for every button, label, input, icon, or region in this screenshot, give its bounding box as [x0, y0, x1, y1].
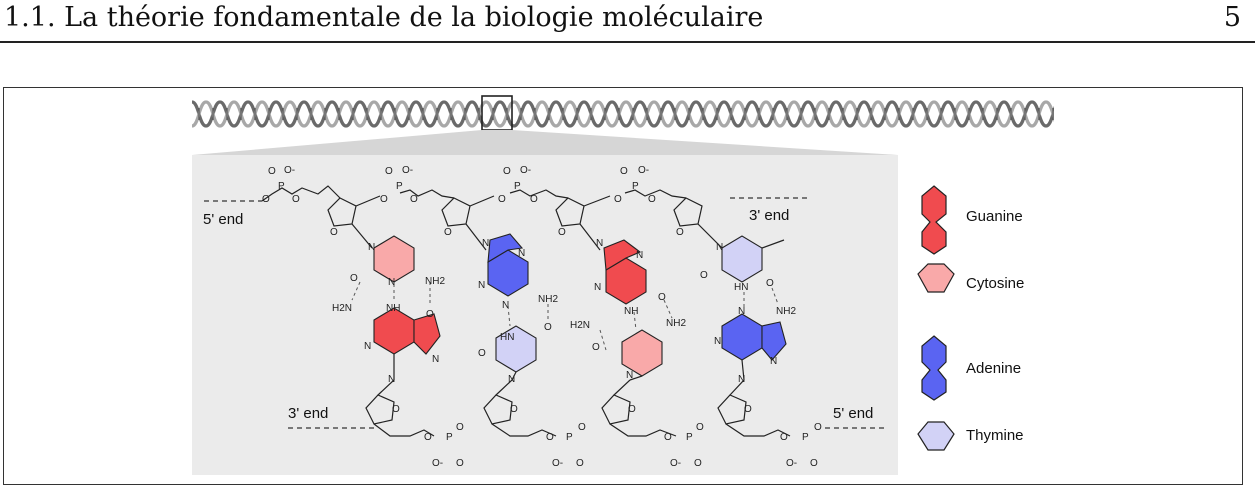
svg-text:O: O — [410, 194, 418, 205]
svg-text:O: O — [664, 432, 672, 443]
svg-text:P: P — [396, 181, 403, 192]
svg-text:O: O — [456, 422, 464, 433]
adenine-legend-icon — [922, 336, 946, 400]
svg-text:H2N: H2N — [570, 320, 591, 331]
svg-text:O: O — [694, 458, 702, 469]
svg-text:O: O — [268, 166, 276, 177]
svg-text:N: N — [432, 354, 440, 365]
svg-text:NH2: NH2 — [425, 276, 446, 287]
svg-text:N: N — [482, 238, 490, 249]
svg-text:N: N — [738, 306, 746, 317]
top-right-end-label: 3' end — [749, 207, 790, 224]
svg-text:P: P — [514, 181, 521, 192]
svg-text:O-: O- — [402, 165, 414, 176]
svg-text:P: P — [278, 181, 285, 192]
svg-text:N: N — [596, 238, 604, 249]
svg-text:N: N — [508, 374, 516, 385]
svg-text:N: N — [518, 248, 526, 259]
svg-text:NH2: NH2 — [538, 294, 559, 305]
top-left-end-label: 5' end — [203, 211, 244, 228]
svg-text:N: N — [368, 242, 376, 253]
svg-text:O: O — [292, 194, 300, 205]
svg-text:O: O — [676, 227, 684, 238]
bottom-right-end-label: 5' end — [833, 405, 874, 422]
svg-text:N: N — [714, 336, 722, 347]
svg-text:NH: NH — [624, 306, 639, 317]
svg-text:N: N — [738, 374, 746, 385]
zoom-projection — [192, 130, 898, 155]
double-helix-strip — [192, 98, 1054, 130]
svg-text:O: O — [628, 404, 636, 415]
legend-label-adenine: Adenine — [966, 360, 1022, 377]
svg-text:O-: O- — [670, 458, 682, 469]
svg-text:O: O — [424, 432, 432, 443]
svg-text:O: O — [392, 404, 400, 415]
svg-text:O: O — [262, 194, 270, 205]
svg-text:O: O — [380, 194, 388, 205]
svg-text:P: P — [686, 432, 693, 443]
svg-text:O: O — [814, 422, 822, 433]
svg-text:O: O — [558, 227, 566, 238]
svg-text:N: N — [594, 282, 602, 293]
svg-text:N: N — [388, 374, 396, 385]
svg-text:O: O — [592, 342, 600, 353]
svg-text:P: P — [632, 181, 639, 192]
legend-cytosine — [918, 264, 1024, 292]
bottom-left-end-label: 3' end — [288, 405, 329, 422]
svg-text:O: O — [544, 322, 552, 333]
legend-label-guanine: Guanine — [966, 208, 1023, 225]
svg-text:O: O — [578, 422, 586, 433]
svg-text:O: O — [780, 432, 788, 443]
svg-text:N: N — [502, 300, 510, 311]
svg-text:O: O — [385, 166, 393, 177]
svg-text:O-: O- — [284, 165, 296, 176]
svg-text:O-: O- — [432, 458, 444, 469]
svg-text:O: O — [766, 278, 774, 289]
svg-text:N: N — [636, 250, 644, 261]
svg-text:O: O — [546, 432, 554, 443]
thymine-legend-icon — [918, 422, 954, 450]
svg-text:N: N — [478, 280, 486, 291]
svg-text:NH2: NH2 — [666, 318, 687, 329]
legend-guanine — [922, 186, 1023, 254]
svg-text:O: O — [456, 458, 464, 469]
svg-text:N: N — [716, 242, 724, 253]
svg-text:O: O — [576, 458, 584, 469]
svg-text:HN: HN — [734, 282, 749, 293]
svg-text:O: O — [503, 166, 511, 177]
svg-text:O: O — [530, 194, 538, 205]
svg-text:O: O — [696, 422, 704, 433]
svg-text:P: P — [566, 432, 573, 443]
svg-text:O: O — [350, 273, 358, 284]
section-title: 1.1. La théorie fondamentale de la biologie moléculaire — [4, 2, 764, 33]
svg-text:O: O — [658, 292, 666, 303]
svg-text:O-: O- — [552, 458, 564, 469]
svg-text:O: O — [614, 194, 622, 205]
svg-text:O-: O- — [520, 165, 532, 176]
svg-text:O: O — [810, 458, 818, 469]
svg-text:O-: O- — [786, 458, 798, 469]
svg-text:P: P — [802, 432, 809, 443]
svg-text:O: O — [498, 194, 506, 205]
guanine-legend-icon — [922, 186, 946, 254]
legend-adenine — [922, 336, 1021, 400]
svg-text:O: O — [444, 227, 452, 238]
svg-text:N: N — [388, 277, 396, 288]
svg-text:O-: O- — [638, 165, 650, 176]
svg-text:NH: NH — [386, 303, 401, 314]
cytosine-legend-icon — [918, 264, 954, 292]
svg-text:HN: HN — [500, 332, 515, 343]
svg-text:O: O — [620, 166, 628, 177]
svg-text:O: O — [426, 309, 434, 320]
legend-thymine — [918, 422, 1024, 450]
page-number: 5 — [1223, 2, 1241, 33]
svg-text:NH2: NH2 — [776, 306, 797, 317]
svg-text:P: P — [446, 432, 453, 443]
svg-text:O: O — [330, 227, 338, 238]
svg-text:N: N — [626, 370, 634, 381]
svg-text:O: O — [648, 194, 656, 205]
legend-label-cytosine: Cytosine — [966, 275, 1025, 292]
legend-label-thymine: Thymine — [966, 427, 1024, 444]
svg-text:O: O — [478, 348, 486, 359]
svg-text:O: O — [744, 404, 752, 415]
legend — [918, 186, 1024, 450]
svg-text:H2N: H2N — [332, 303, 353, 314]
svg-text:O: O — [510, 404, 518, 415]
svg-text:N: N — [364, 341, 372, 352]
svg-text:O: O — [700, 270, 708, 281]
svg-text:N: N — [770, 356, 778, 367]
